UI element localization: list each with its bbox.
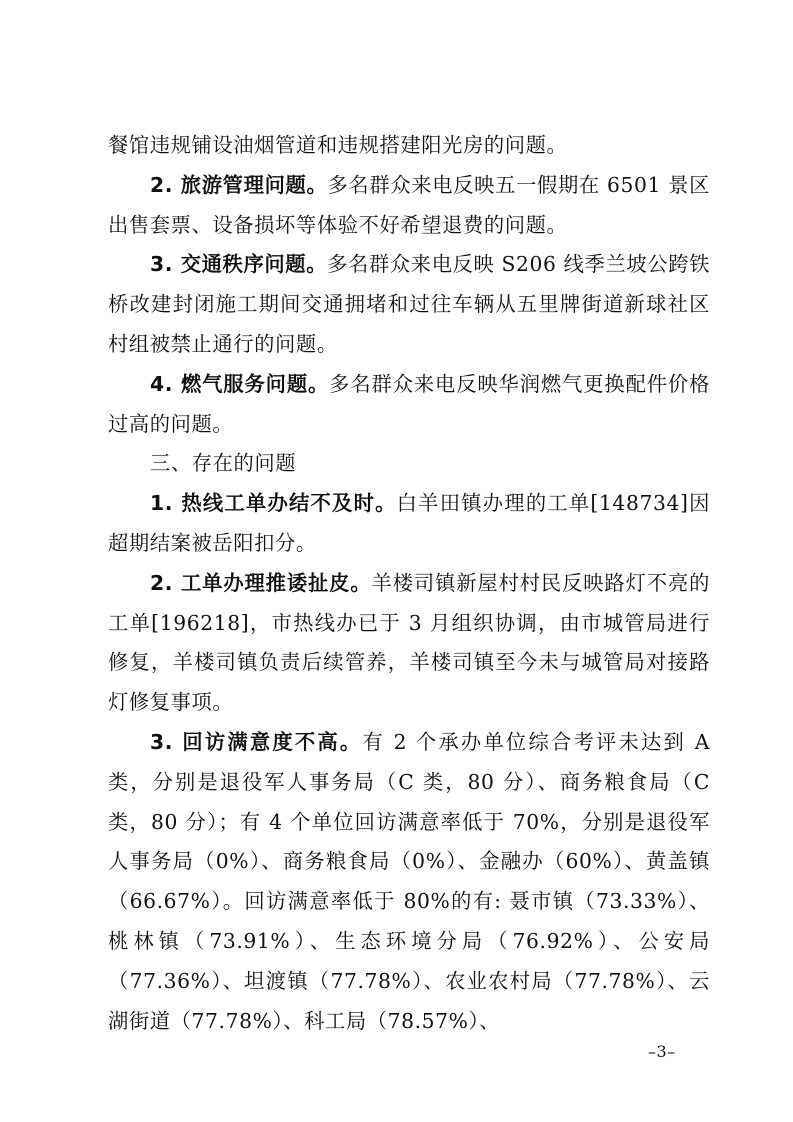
paragraph-text: 羊楼司镇新屋村村民反映路灯不亮的工单[196218]，市热线办已于 3 月组织协调，由市城管局进行修复，羊楼司镇负责后续管养，羊楼司镇至今未与城管局对接路灯修复事项。 <box>108 570 711 715</box>
paragraph-heading: 2. 旅游管理问题。 <box>150 172 328 197</box>
paragraph-text: 多名群众来电反映 S206 线季兰坡公跨铁桥改建封闭施工期间交通拥堵和过往车辆从五里牌街道新球社区村组被禁止通行的问题。 <box>108 252 710 356</box>
paragraph-text: 多名群众来电反映华润燃气更换配件价格过高的问题。 <box>108 371 710 436</box>
paragraph-hotline-delay <box>108 484 710 564</box>
page-number: –3– <box>648 1042 676 1061</box>
paragraph-heading: 1. 热线工单办结不及时。 <box>150 491 397 516</box>
paragraph-heading: 4. 燃气服务问题。 <box>150 371 330 396</box>
paragraph-text: 餐馆违规铺设油烟管道和违规搭建阳光房的问题。 <box>108 133 568 157</box>
document-body <box>108 126 710 1041</box>
paragraph-buck-passing <box>108 564 710 723</box>
paragraph-heading: 2. 工单办理推诿扯皮。 <box>150 570 372 595</box>
paragraph-traffic-order <box>108 245 710 364</box>
paragraph-continuation <box>108 126 710 166</box>
paragraph-tourism-management <box>108 166 710 246</box>
paragraph-gas-service <box>108 365 710 445</box>
paragraph-heading: 3. 回访满意度不高。 <box>150 729 363 754</box>
paragraph-text: 多名群众来电反映五一假期在 6501 景区出售套票、设备损坏等体验不好希望退费的问题。 <box>108 172 710 237</box>
paragraph-satisfaction-low <box>108 723 710 1041</box>
paragraph-text: 白羊田镇办理的工单[148734]因超期结案被岳阳扣分。 <box>108 491 710 555</box>
paragraph-text: 有 2 个承办单位综合考评未达到 A 类，分别是退役军人事务局（C 类，80 分）、商务粮食局（C 类，80 分）；有 4 个单位回访满意率低于 70%，分别是退役军人事务局（0%）、商务粮食局（0%）、金融办（60%）、黄盖镇（66.67%）。回访满意率低于 80%的有: 聂市镇（73.33%）、桃林镇（73.91%）、生态环境分局（76.92%）、公安局（77.36%）、坦渡镇（77.78%）、农业农村局（77.78%）、云湖街道（77.78%）、科工局（78.57%）、 <box>108 729 710 1033</box>
section-title-existing-problems: 三、存在的问题 <box>150 451 297 476</box>
paragraph-heading: 3. 交通秩序问题。 <box>150 252 328 277</box>
